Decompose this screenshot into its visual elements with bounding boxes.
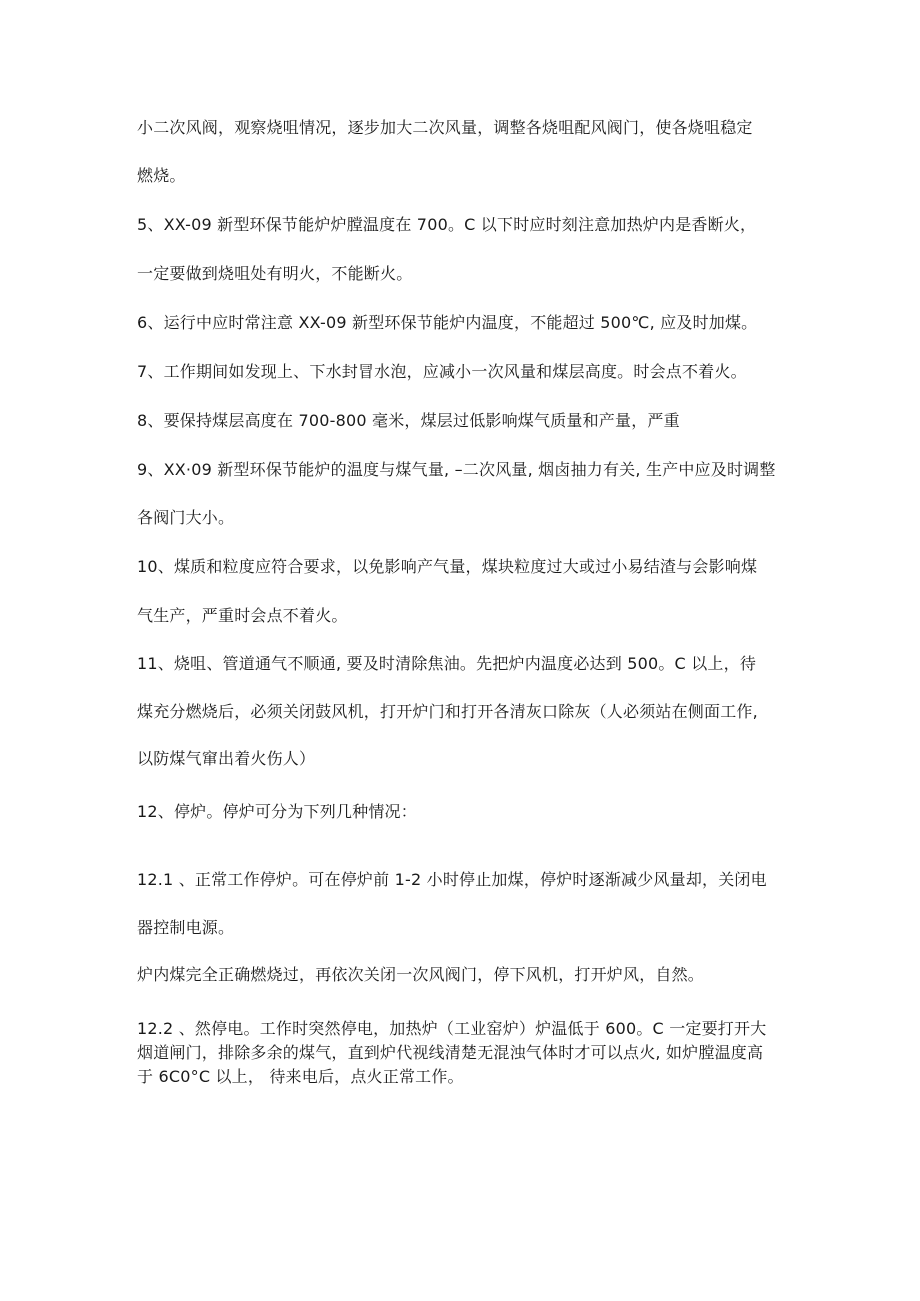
text-line: 于 6C0°C 以上， 待来电后，点火正常工作。 [137, 1067, 464, 1086]
text-line: 8、要保持煤层高度在 700-800 毫米，煤层过低影响煤气质量和产量，严重 [137, 411, 680, 430]
text-line: 11、烧咀、管道通气不顺通, 要及时清除焦油。先把炉内温度必达到 500。C 以上，待 [137, 654, 757, 673]
text-line: 煤充分燃烧后，必须关闭鼓风机，打开炉门和打开各清灰口除灰（人必须站在侧面工作, [137, 702, 758, 721]
text-line: 炉内煤完全正确燃烧过，再依次关闭一次风阀门，停下风机，打开炉风，自然。 [137, 965, 705, 984]
text-line: 燃烧。 [137, 166, 186, 185]
text-line: 10、煤质和粒度应符合要求，以免影响产气量，煤块粒度过大或过小易结渣与会影响煤 [137, 557, 758, 576]
text-line: 各阀门大小。 [137, 508, 235, 527]
text-line: 6、运行中应时常注意 XX-09 新型环保节能炉内温度，不能超过 500℃, 应及时加煤。 [137, 313, 758, 332]
text-line: 气生产，严重时会点不着火。 [137, 606, 348, 625]
text-line: 器控制电源。 [137, 918, 235, 937]
text-line: 12.1 、正常工作停炉。可在停炉前 1-2 小时停止加煤，停炉时逐渐减少风量却，关闭电 [137, 870, 767, 889]
text-line: 7、工作期间如发现上、下水封冒水泡，应减小一次风量和煤层高度。时会点不着火。 [137, 362, 747, 381]
text-line: 5、XX-09 新型环保节能炉炉膛温度在 700。C 以下时应时刻注意加热炉内是香断火， [137, 215, 757, 234]
text-line: 以防煤气窜出着火伤人） [137, 749, 316, 768]
text-line: 12、停炉。停炉可分为下列几种情况： [137, 802, 417, 821]
text-line: 小二次风阀，观察烧咀情况，逐步加大二次风量，调整各烧咀配风阀门，使各烧咀稳定 [137, 118, 753, 137]
text-line: 烟道闸门，排除多余的煤气，直到炉代视线清楚无混浊气体时才可以点火, 如炉膛温度高 [137, 1043, 764, 1062]
text-line: 12.2 、然停电。工作时突然停电，加热炉（工业窑炉）炉温低于 600。C 一定要打开大 [137, 1019, 767, 1038]
text-line: 一定要做到烧咀处有明火，不能断火。 [137, 264, 413, 283]
text-line: 9、XX·09 新型环保节能炉的温度与煤气量, –二次风量, 烟卤抽力有关, 生产中应及时调整 [137, 460, 776, 479]
